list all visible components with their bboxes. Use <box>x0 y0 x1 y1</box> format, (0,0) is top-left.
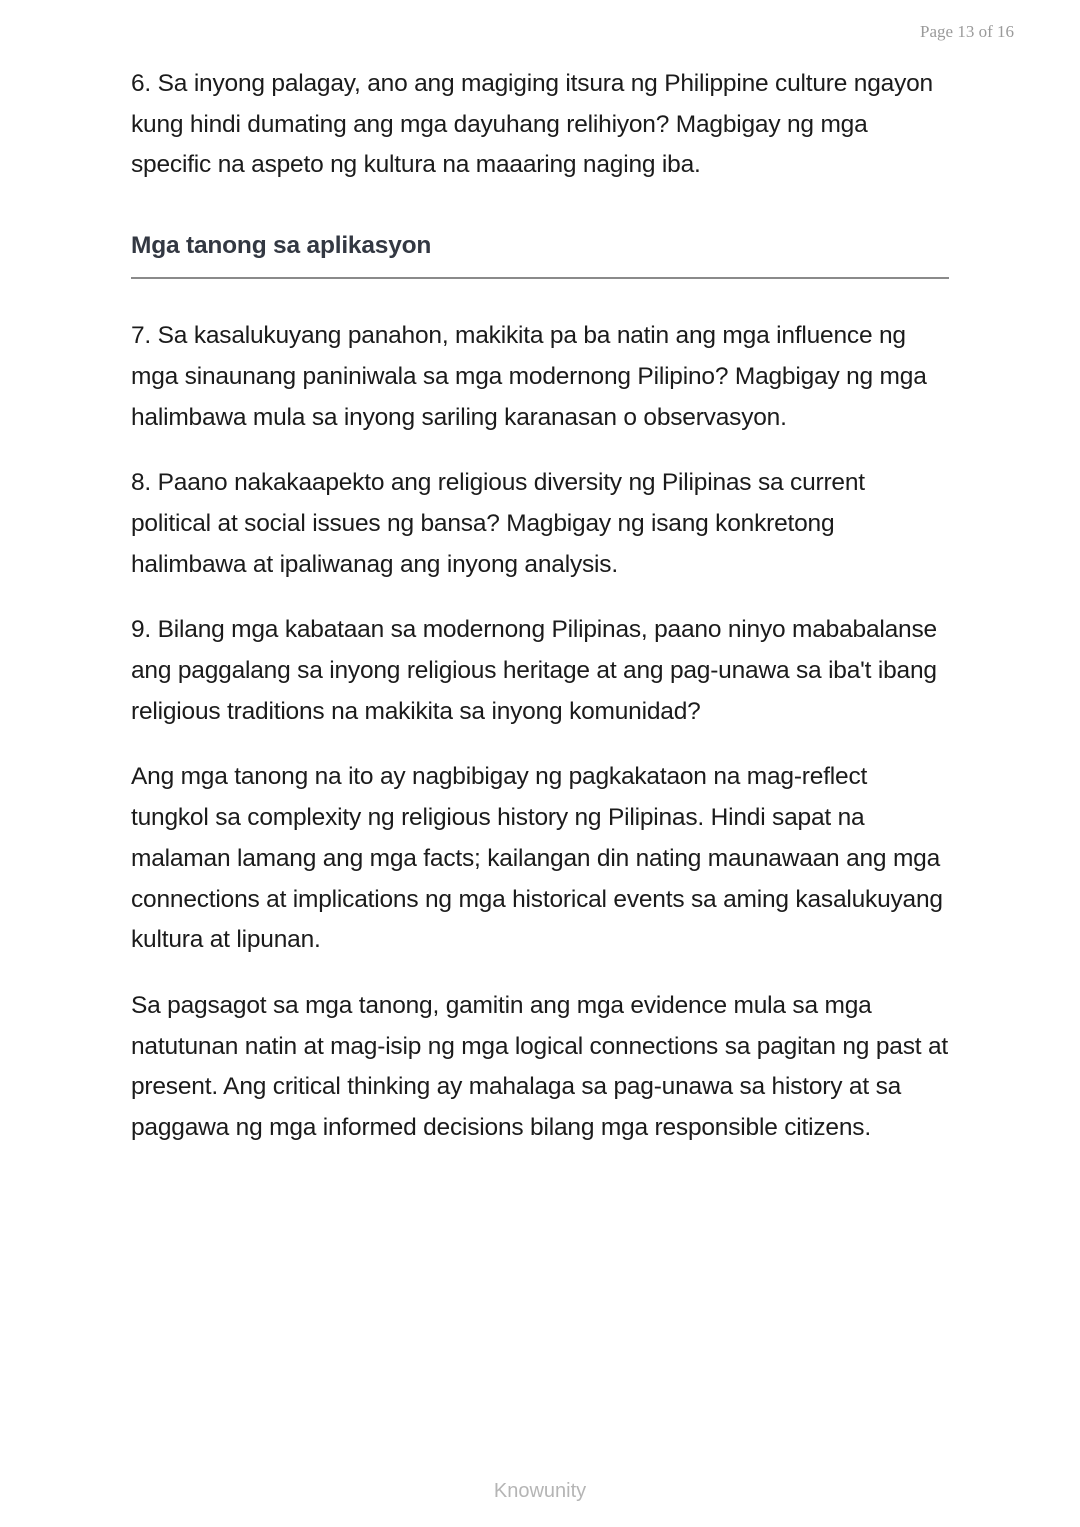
question-7: 7. Sa kasalukuyang panahon, makikita pa ba natin ang mga influence ng mga sinaunang paniniwala sa mga modernong Pilipino? Magbigay ng mga halimbawa mula sa inyong sariling karanasan o observasyon. <box>131 322 927 431</box>
question-9: 9. Bilang mga kabataan sa modernong Pilipinas, paano ninyo mababalanse ang paggalang sa inyong religious heritage at ang pag-unawa sa iba't ibang religious traditions na makikita sa inyong komunidad? <box>131 616 937 725</box>
footer-brand: Knowunity <box>493 1480 587 1502</box>
question-8: 8. Paano nakakaapekto ang religious diversity ng Pilipinas sa current political at social issues ng bansa? Magbigay ng isang konkretong halimbawa at ipaliwanag ang inyong analysis. <box>131 469 865 578</box>
paragraph-reflection: Ang mga tanong na ito ay nagbibigay ng pagkakataon na mag-reflect tungkol sa complexity ng religious history ng Pilipinas. Hindi sapat na malaman lamang ang mga facts; kailangan din nating maunawaan ang mga connections at implications ng mga historical events sa aming kasalukuyang kultura at lipunan. <box>131 763 943 954</box>
section-heading: Mga tanong sa aplikasyon <box>131 232 432 260</box>
document-body <box>131 64 949 1174</box>
question-6: 6. Sa inyong palagay, ano ang magiging itsura ng Philippine culture ngayon kung hindi dumating ang mga dayuhang relihiyon? Magbigay ng mga specific na aspeto ng kultura na maaaring naging iba. <box>131 70 933 179</box>
paragraph-guidance: Sa pagsagot sa mga tanong, gamitin ang mga evidence mula sa mga natutunan natin at mag-isip ng mga logical connections sa pagitan ng past at present. Ang critical thinking ay mahalaga sa pag-unawa sa history at sa paggawa ng mga informed decisions bilang mga responsible citizens. <box>131 991 948 1142</box>
page-indicator: Page 13 of 16 <box>920 22 1014 41</box>
section-divider <box>131 277 949 279</box>
